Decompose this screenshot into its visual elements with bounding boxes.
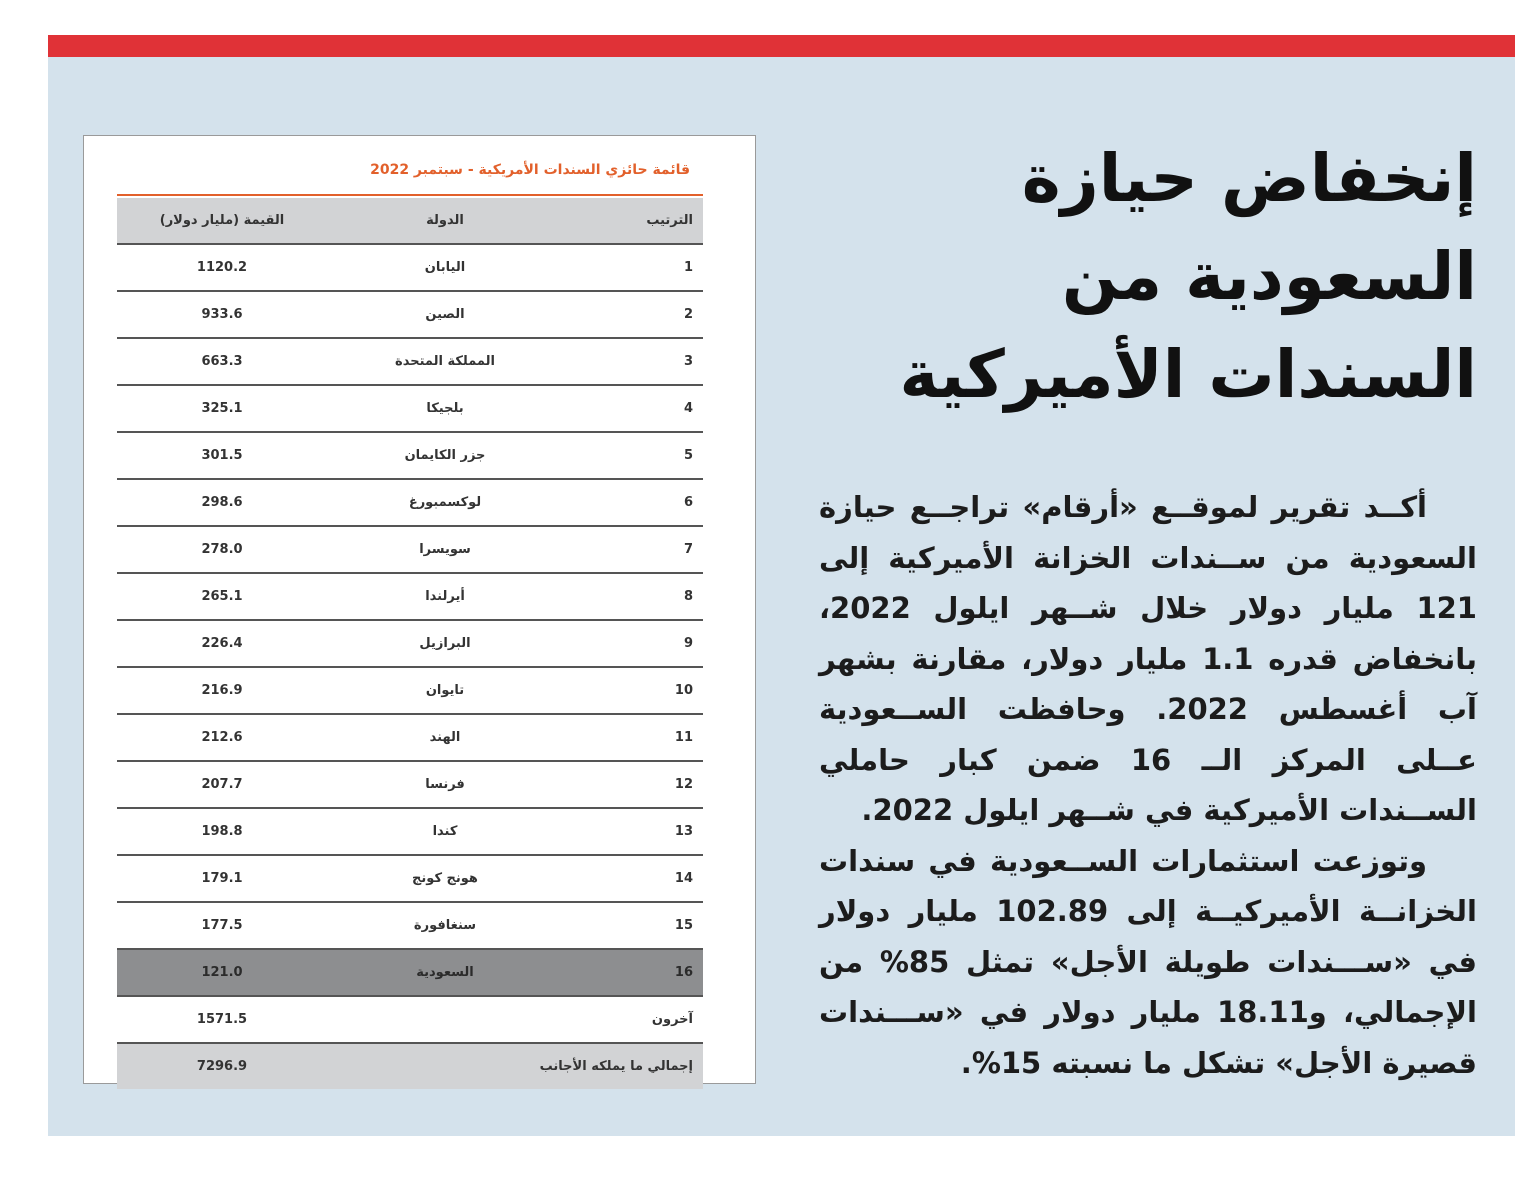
row-country: اليابان — [424, 260, 466, 275]
row-rank: 15 — [674, 918, 693, 933]
top-accent-bar — [48, 35, 1515, 57]
headline: إنخفاض حيازة السعودية من السندات الأميركية — [899, 140, 1477, 413]
table-row — [117, 245, 703, 292]
row-value: 216.9 — [201, 683, 243, 698]
row-value: 265.1 — [201, 589, 243, 604]
header-value: القيمة (مليار دولار) — [159, 213, 285, 228]
total-row — [117, 1044, 703, 1089]
row-value: 198.8 — [201, 824, 243, 839]
row-country: فرنسا — [425, 777, 465, 792]
row-value: 933.6 — [201, 307, 243, 322]
table-row — [117, 480, 703, 527]
table-row — [117, 668, 703, 715]
row-country: بلجيكا — [426, 401, 464, 416]
row-country: الصين — [425, 307, 465, 322]
row-value: 207.7 — [201, 777, 243, 792]
row-country: كندا — [432, 824, 458, 839]
row-country: لوكسمبورغ — [408, 495, 482, 510]
table-row — [117, 433, 703, 480]
table-row — [117, 903, 703, 950]
row-rank: 3 — [683, 354, 693, 369]
row-rank: 7 — [683, 542, 693, 557]
row-rank: 4 — [683, 401, 693, 416]
row-value: 177.5 — [201, 918, 243, 933]
row-country: الهند — [429, 730, 461, 745]
others-value: 1571.5 — [196, 1012, 248, 1027]
row-rank: 10 — [674, 683, 693, 698]
row-value: 298.6 — [201, 495, 243, 510]
table-header-row — [117, 198, 703, 245]
holders-table — [117, 198, 703, 1089]
row-rank: 1 — [683, 260, 693, 275]
table-row — [117, 292, 703, 339]
row-rank: 8 — [683, 589, 693, 604]
row-rank: 16 — [674, 965, 693, 980]
row-value: 301.5 — [201, 448, 243, 463]
header-rank: الترتيب — [646, 213, 693, 228]
row-rank: 9 — [683, 636, 693, 651]
others-row — [117, 997, 703, 1044]
row-rank: 2 — [683, 307, 693, 322]
row-value: 663.3 — [201, 354, 243, 369]
row-value: 278.0 — [201, 542, 243, 557]
row-country: سويسرا — [419, 542, 471, 557]
table-caption: قائمة حائزي السندات الأمريكية - سبتمبر 2022 — [370, 162, 690, 178]
header-country: الدولة — [426, 213, 464, 228]
table-row — [117, 574, 703, 621]
row-value: 1120.2 — [196, 260, 248, 275]
row-value: 212.6 — [201, 730, 243, 745]
total-label: إجمالي ما يملكه الأجانب — [539, 1059, 693, 1074]
row-rank: 12 — [674, 777, 693, 792]
paragraph-1: أكــد تقرير لموقــع «أرقام» تراجــع حيازة السعودية من ســندات الخزانة الأميركية إلى 121 مليار دولار خلال شــهر ايلول 2022، بانخفاض قدره 1.1 مليار دولار، مقارنة بشهر آب أغسطس 2022. وحافظت الســعودية عــلى المركز الــ 16 ضمن كبار حاملي الســندات الأميركية في شــهر ايلول 2022. — [819, 490, 1477, 827]
row-country: هونج كونج — [412, 871, 478, 886]
row-rank: 14 — [674, 871, 693, 886]
row-country: تايوان — [425, 683, 465, 698]
row-rank: 11 — [674, 730, 693, 745]
caption-rule — [117, 194, 703, 196]
table-row — [117, 715, 703, 762]
others-label: آخرون — [651, 1012, 693, 1027]
total-value: 7296.9 — [196, 1059, 248, 1074]
article-body — [819, 482, 1477, 1088]
table-row — [117, 386, 703, 433]
row-rank: 13 — [674, 824, 693, 839]
table-row — [117, 809, 703, 856]
row-rank: 6 — [683, 495, 693, 510]
row-value: 226.4 — [201, 636, 243, 651]
table-row — [117, 762, 703, 809]
table-row — [117, 527, 703, 574]
holders-table-card — [83, 135, 756, 1084]
table-row — [117, 856, 703, 903]
table-row — [117, 621, 703, 668]
table-row — [117, 339, 703, 386]
row-rank: 5 — [683, 448, 693, 463]
row-value: 325.1 — [201, 401, 243, 416]
row-country: سنغافورة — [413, 918, 477, 933]
row-country: أيرلندا — [425, 589, 465, 604]
paragraph-2: وتوزعت استثمارات الســعودية في سندات الخزانــة الأميركيــة إلى 102.89 مليار دولار في «ســـندات طويلة الأجل» تمثل 85% من الإجمالي، و18.11 مليار دولار في «ســـندات قصيرة الأجل» تشكل ما نسبته 15%. — [819, 843, 1478, 1080]
row-value: 121.0 — [201, 965, 243, 980]
row-value: 179.1 — [201, 871, 243, 886]
row-country: السعودية — [416, 965, 474, 980]
row-country: جزر الكايمان — [404, 448, 486, 463]
row-country: البرازيل — [419, 636, 471, 651]
row-country: المملكة المتحدة — [395, 354, 495, 369]
table-row — [117, 950, 703, 997]
